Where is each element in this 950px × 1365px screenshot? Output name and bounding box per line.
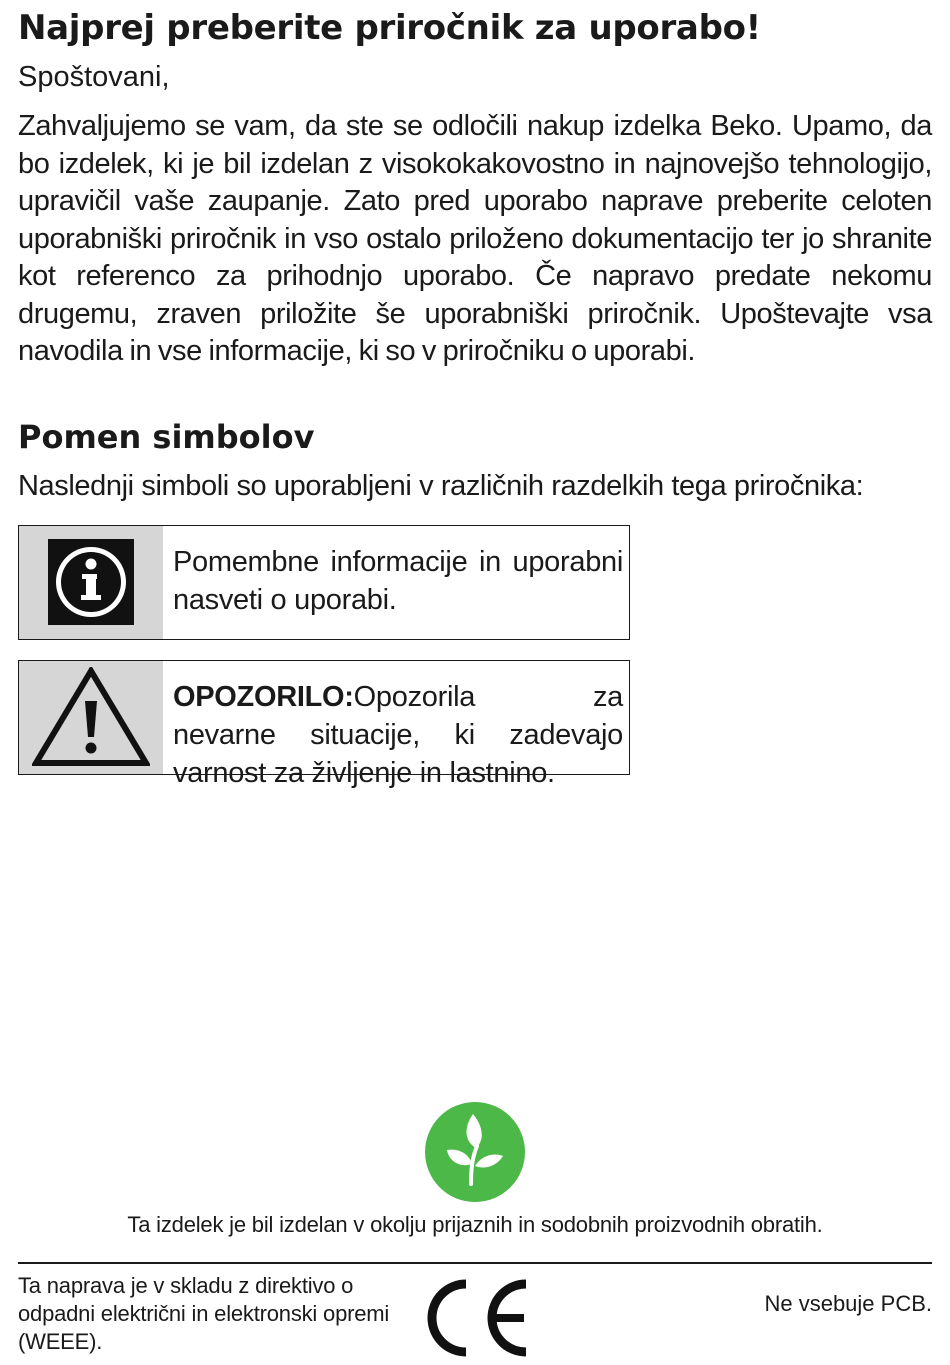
eco-statement: [0, 1100, 950, 1240]
pcb-statement: Ne vsebuje PCB.: [764, 1291, 932, 1316]
greeting: Spoštovani,: [18, 61, 170, 93]
eco-caption: Ta izdelek je bil izdelan v okolju prijaznih in sodobnih proizvodnih obratih.: [127, 1212, 823, 1237]
ce-mark-icon: [416, 1276, 534, 1360]
warning-icon-cell: [19, 661, 163, 774]
symbols-section-lead: Naslednji simboli so uporabljeni v različnih razdelkih tega priročnika:: [18, 469, 864, 502]
info-symbol-box: [18, 525, 630, 640]
info-icon-cell: [19, 526, 163, 639]
info-icon: [48, 539, 134, 625]
warning-symbol-text: [163, 661, 629, 789]
warning-label: OPOZORILO:: [173, 680, 354, 713]
weee-statement: Ta naprava je v skladu z direktivo o odpadni električni in elektronski opremi (WEEE).: [18, 1273, 390, 1354]
leaf-icon: [423, 1100, 527, 1204]
manual-page: [18, 6, 932, 789]
intro-paragraph: Zahvaljujemo se vam, da ste se odločili nakup izdelka Beko. Upamo, da bo izdelek, ki je bil izdelan z visokokakovostno in najnovejšo tehnologijo, upravičil vaše zaupanje. Zato pred uporabo naprave preberite celoten uporabniški priročnik in vso ostalo priloženo dokumentacijo ter jo shranite kot referenco za prihodnjo uporabo. Če napravo predate nekomu drugemu, zraven priložite še uporabniški priročnik. Upoštevajte vsa navodila in vse informacije, ki so v priročniku o uporabi.: [18, 110, 932, 367]
warning-symbol-description: Opozorila za nevarne situacije, ki zadevajo varnost za življenje in lastnino.: [173, 680, 623, 789]
warning-icon: [32, 667, 150, 767]
info-symbol-text: [163, 526, 629, 639]
warning-symbol-box: [18, 660, 630, 789]
footer-divider: [18, 1262, 932, 1264]
info-symbol-description: Pomembne informacije in uporabni nasveti o uporabi.: [173, 545, 623, 616]
symbols-section-title: Pomen simbolov: [18, 417, 315, 456]
page-title: Najprej preberite priročnik za uporabo!: [18, 8, 761, 48]
